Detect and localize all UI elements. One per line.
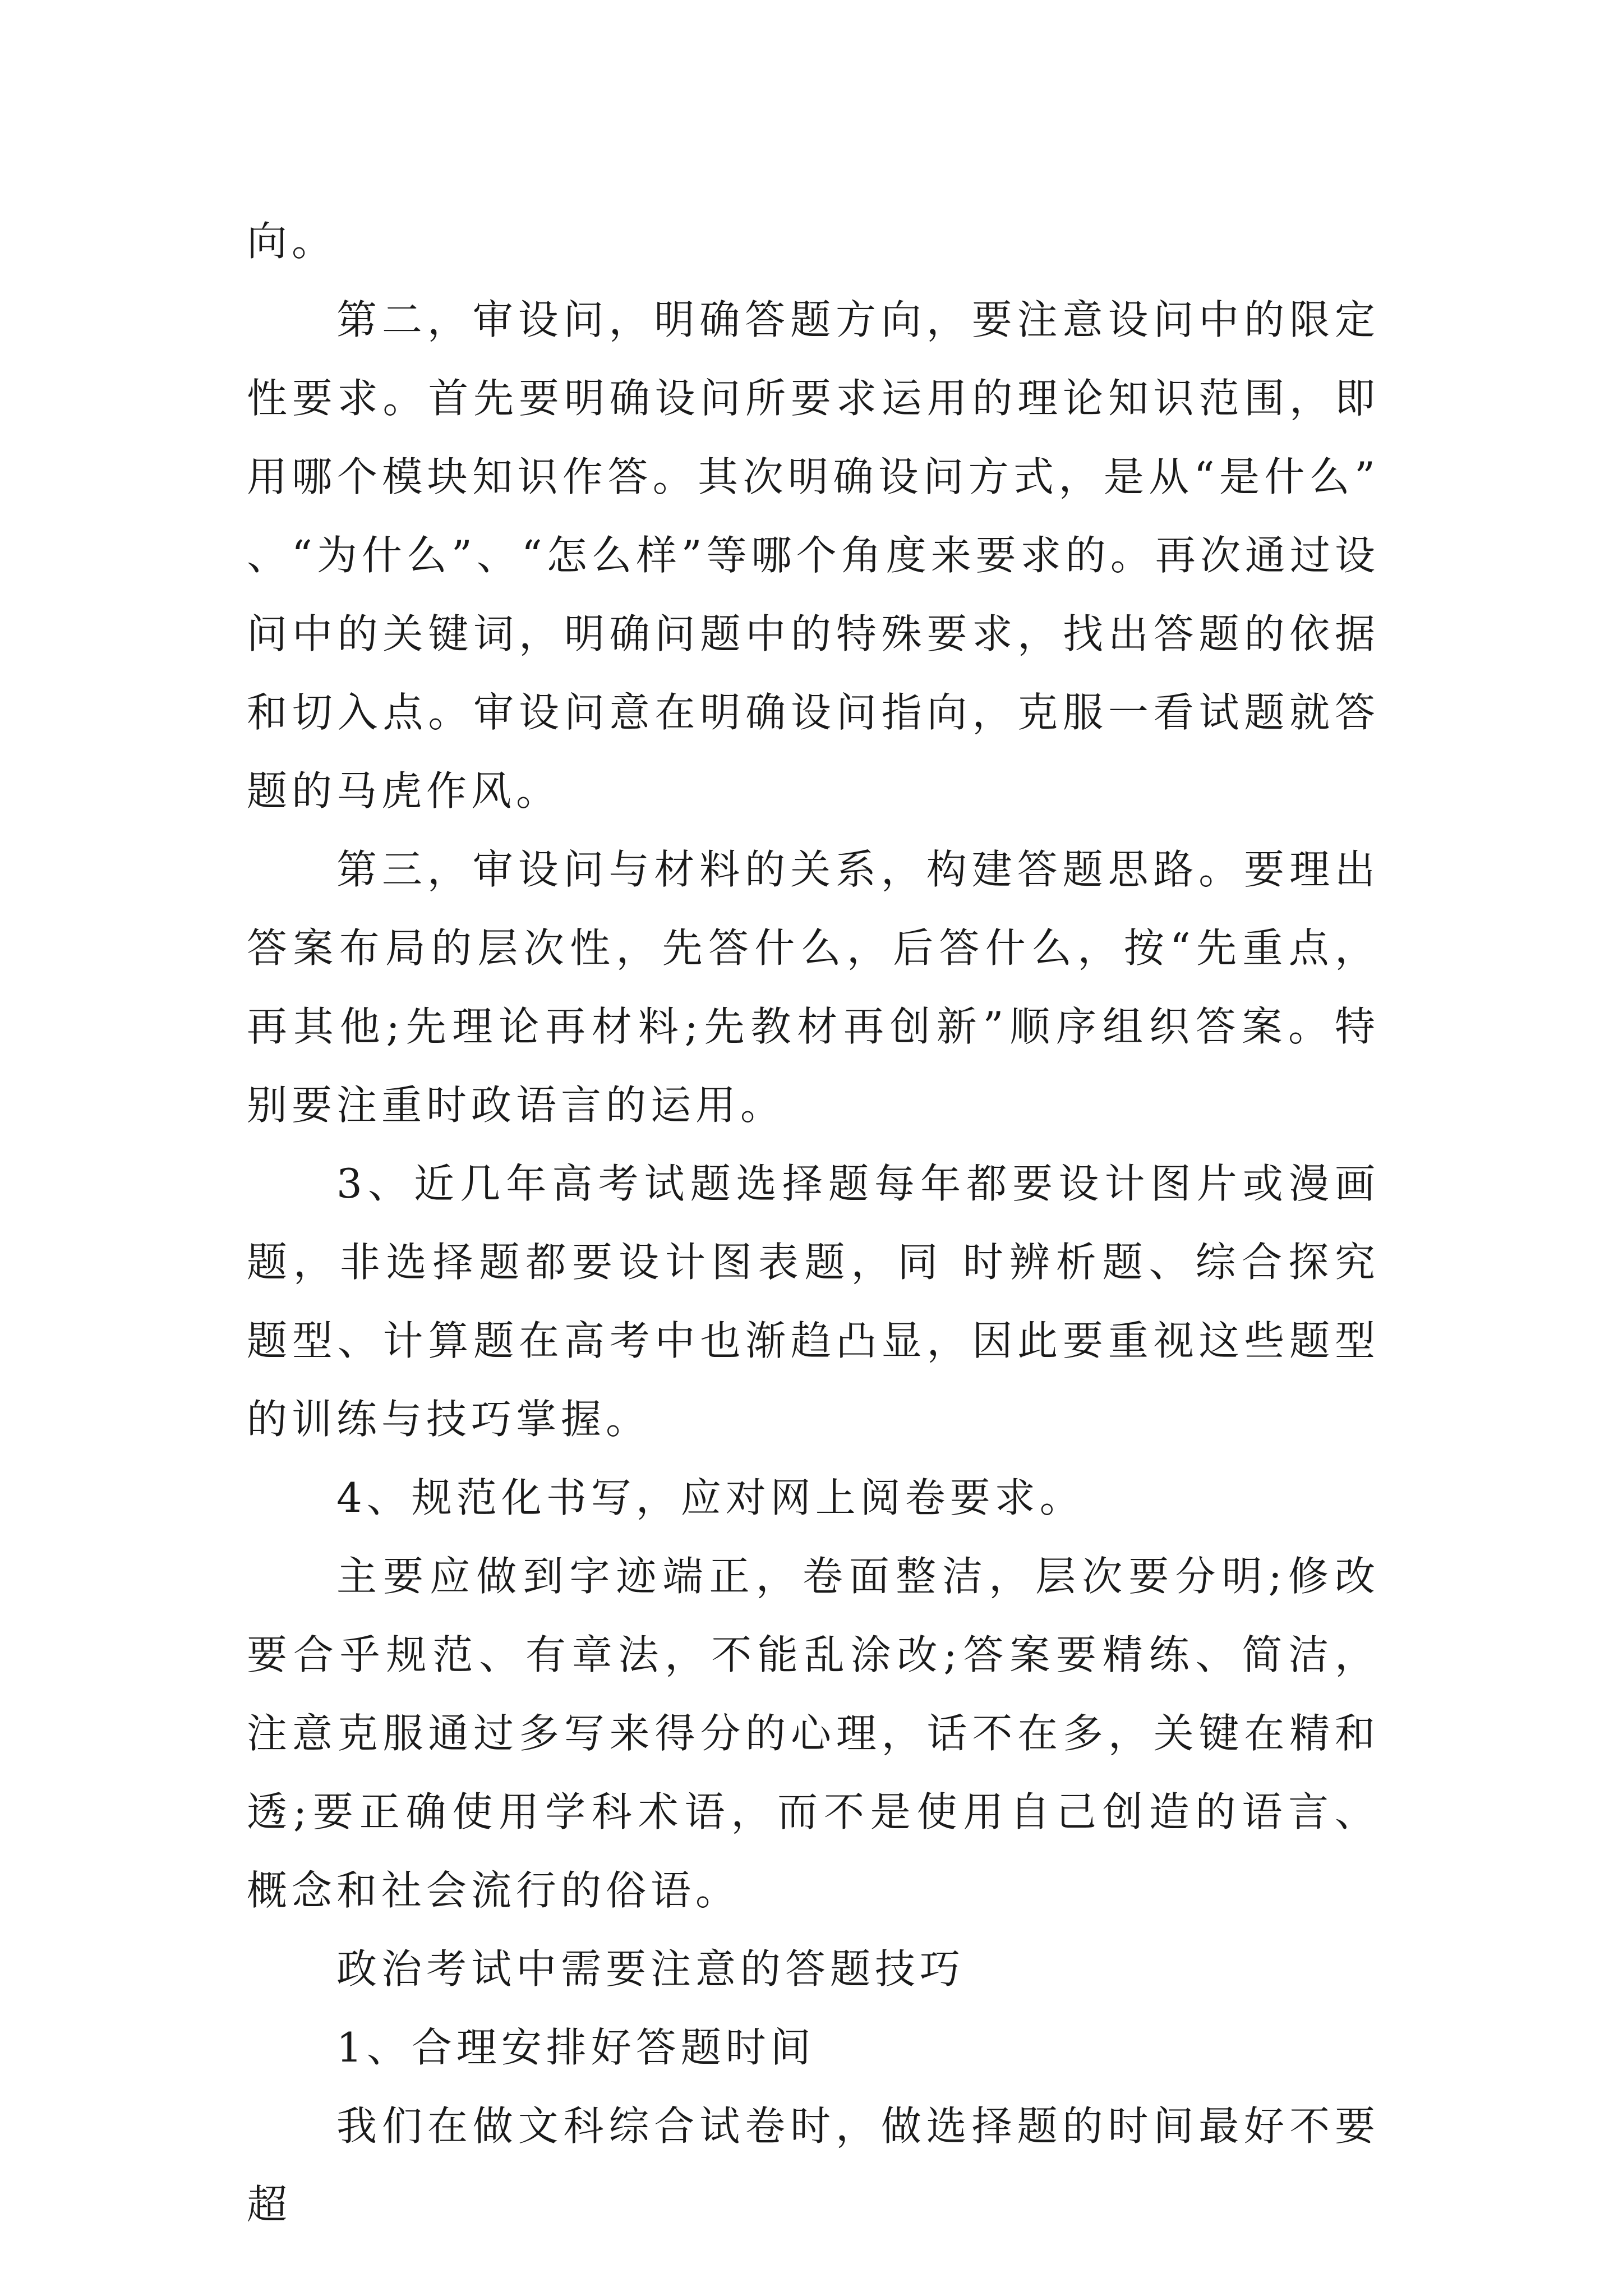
- paragraph-second-review-question: 第二，审设问，明确答题方向，要注意设问中的限定性要求。首先要明确设问所要求运用的理论知识范围，即用哪个模块知识作答。其次明确设问方式，是从“是什么”、“为什么”、“怎么样”等哪个角度来要求的。再次通过设问中的关键词，明确问题中的特殊要求，找出答题的依据和切入点。审设问意在明确设问指向，克服一看试题就答题的马虎作风。: [247, 296, 1380, 815]
- paragraph-writing-requirements: 主要应做到字迹端正，卷面整洁，层次要分明;修改要合乎规范、有章法，不能乱涂改;答案要精练、简洁，注意克服通过多写来得分的心理，话不在多，关键在精和透;要正确使用学科术语，而不是使用自己创造的语言、概念和社会流行的俗语。: [247, 1553, 1380, 1914]
- paragraph-third-review-relation: 第三，审设问与材料的关系，构建答题思路。要理出答案布局的层次性，先答什么，后答什么，按“先重点，再其他;先理论再材料;先教材再创新”顺序组织答案。特别要注重时政语言的运用。: [247, 846, 1380, 1129]
- paragraph-item-4-handwriting: 4、规范化书写，应对网上阅卷要求。: [336, 1474, 1085, 1521]
- subheading-time-management: 1、合理安排好答题时间: [336, 2024, 815, 2071]
- paragraph-continuation: 向。: [247, 218, 337, 265]
- paragraph-item-3-question-types: 3、近几年高考试题选择题每年都要设计图片或漫画题，非选择题都要设计图表题，同 时辨析题、综合探究题型、计算题在高考中也渐趋凸显，因此要重视这些题型的训练与技巧掌握。: [247, 1160, 1380, 1443]
- paragraph-time-advice: 我们在做文科综合试卷时，做选择题的时间最好不要超: [247, 2102, 1380, 2228]
- document-body: [247, 202, 1380, 2244]
- section-heading-answer-tips: 政治考试中需要注意的答题技巧: [336, 1945, 965, 1993]
